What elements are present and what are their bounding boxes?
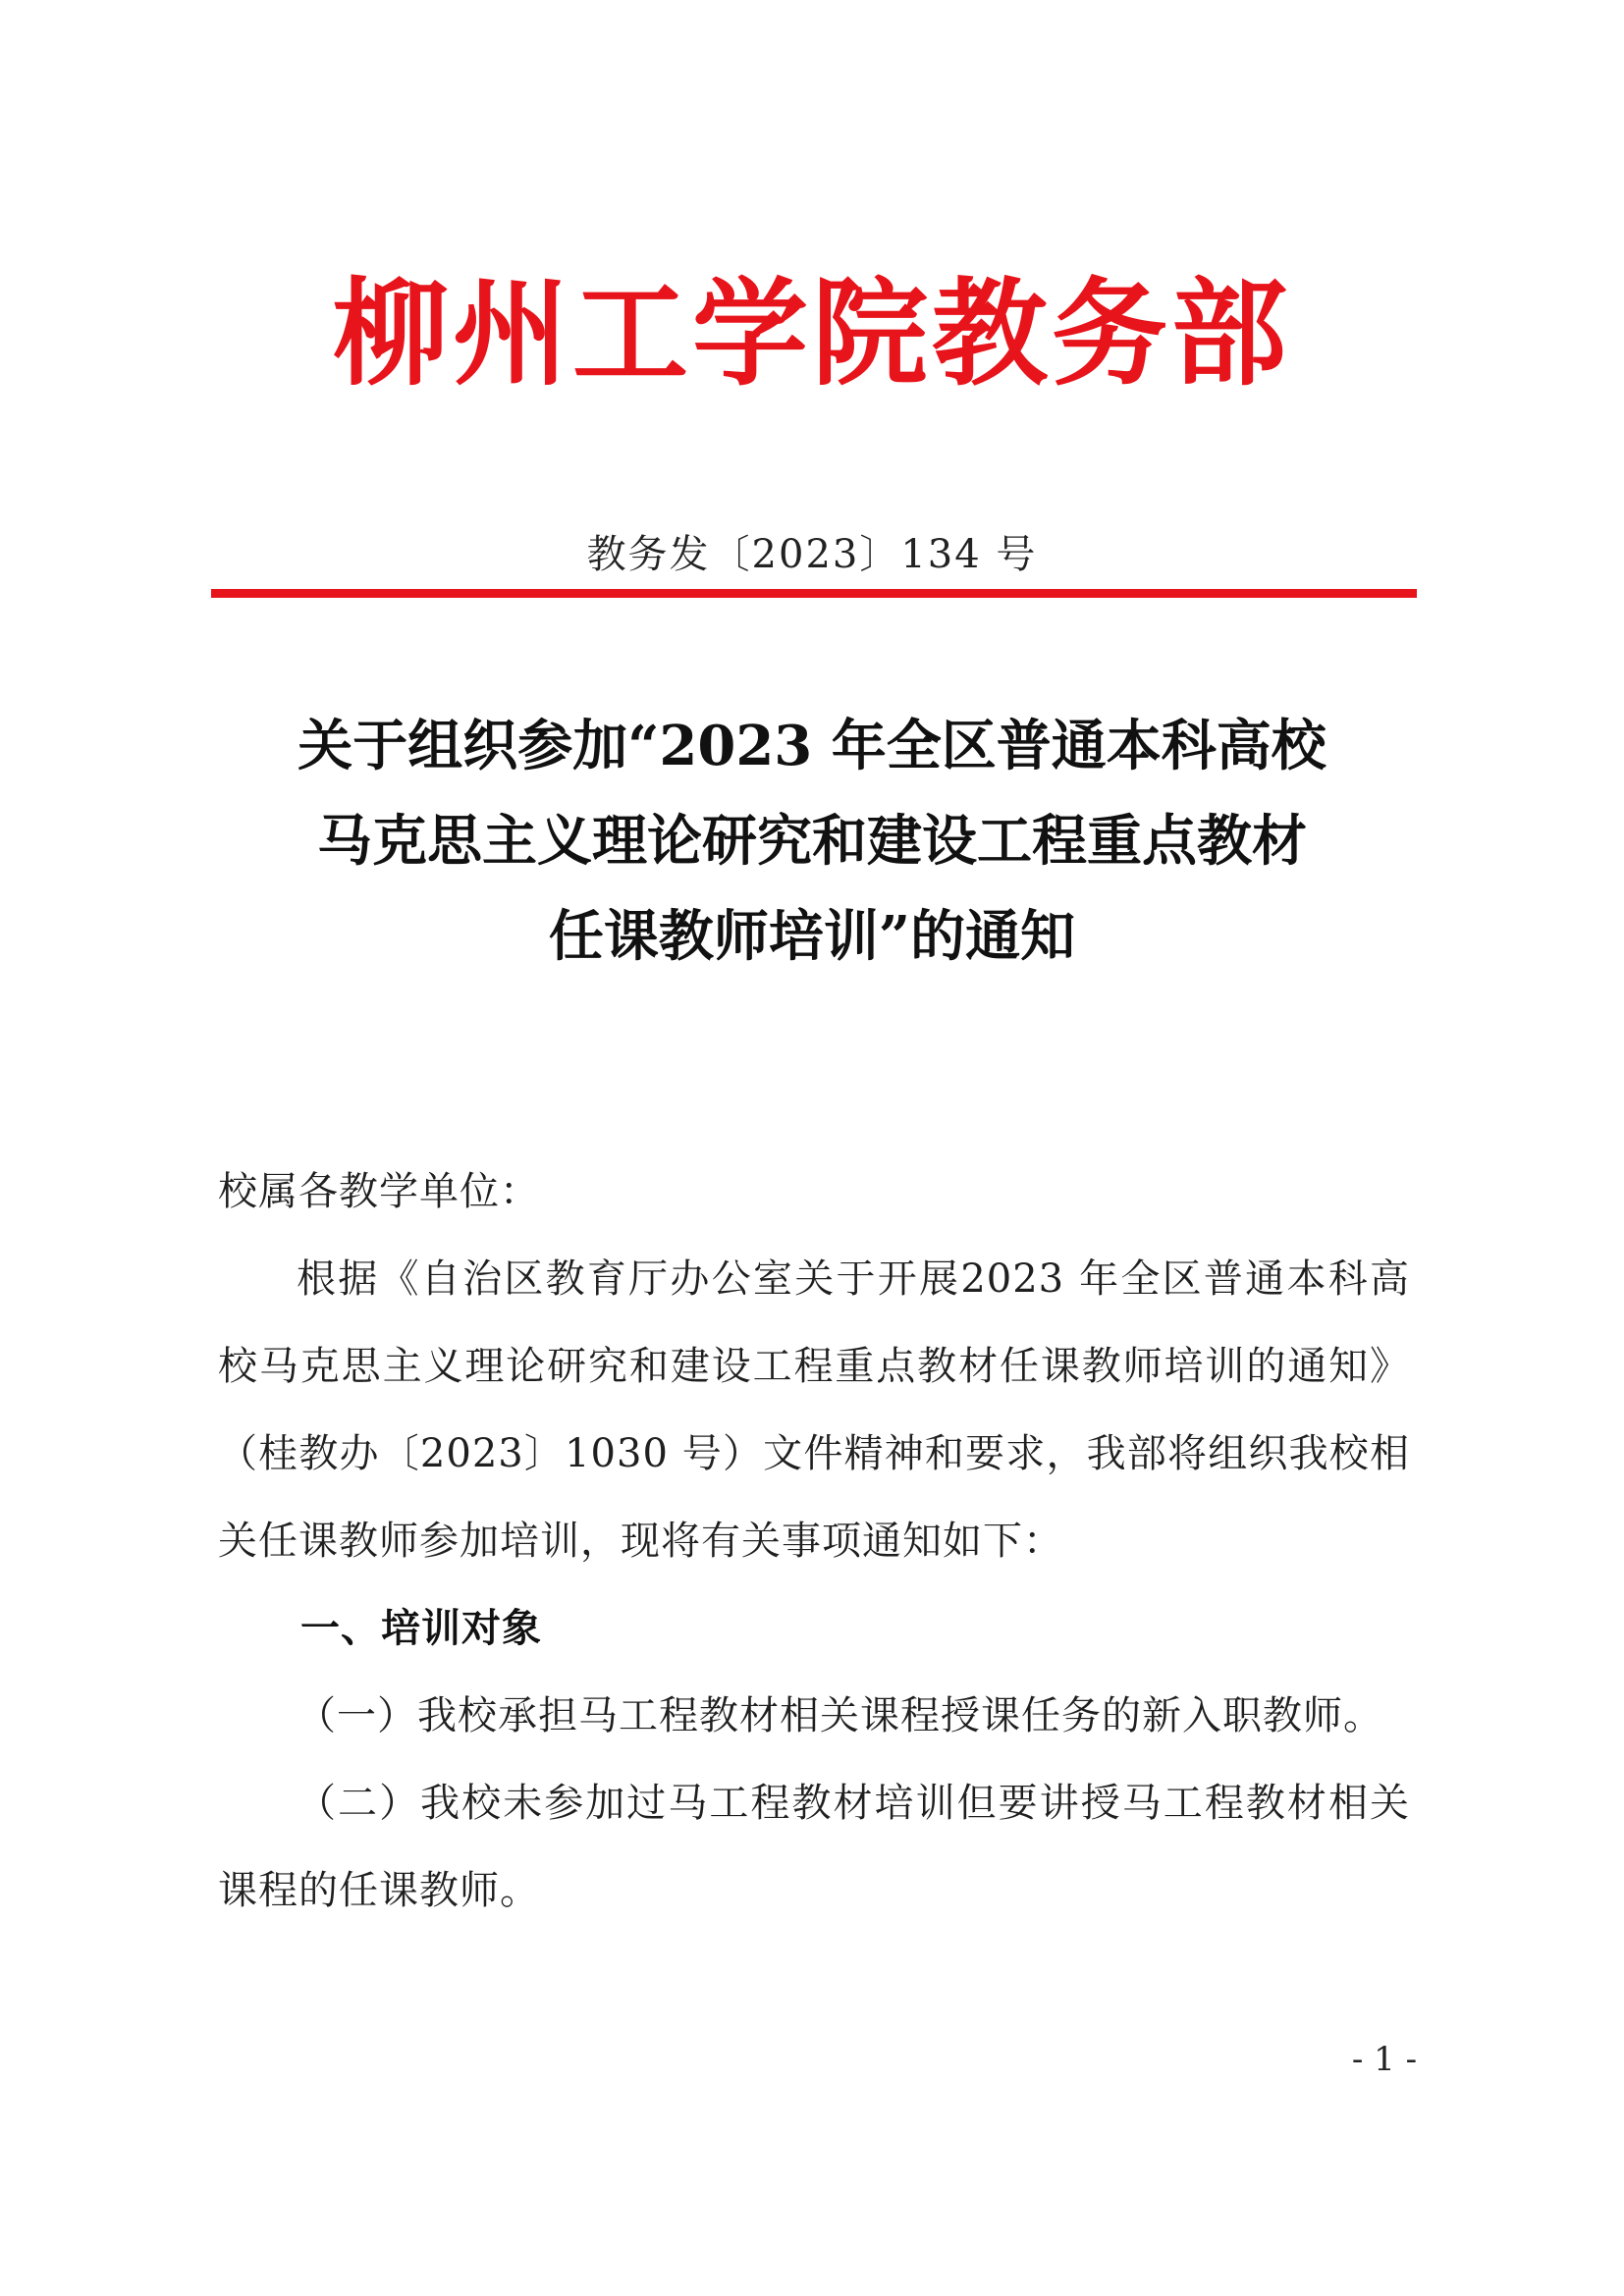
notice-title bbox=[0, 699, 1624, 985]
page-number: - 1 - bbox=[1351, 2040, 1418, 2079]
intro-paragraph: 根据《自治区教育厅办公室关于开展2023 年全区普通本科高校马克思主义理论研究和建设工程重点教材任课教师培训的通知》（桂教办〔2023〕1030 号）文件精神和要求，我部将组织我校相关任课教师参加培训，现将有关事项通知如下： bbox=[218, 1256, 1410, 1564]
target-item-1: （一）我校承担马工程教材相关课程授课任务的新入职教师。 bbox=[297, 1693, 1383, 1738]
red-header-rule bbox=[211, 589, 1417, 598]
salutation: 校属各教学单位： bbox=[218, 1169, 540, 1214]
title-line-1: 关于组织参加“2023 年全区普通本科高校 bbox=[298, 714, 1326, 778]
masthead-org-name: 柳州工学院教务部 bbox=[332, 265, 1291, 401]
section-heading-training-targets: 一、培训对象 bbox=[300, 1606, 542, 1651]
notice-body bbox=[218, 1148, 1410, 1935]
target-item-2: （二）我校未参加过马工程教材培训但要讲授马工程教材相关课程的任课教师。 bbox=[218, 1781, 1410, 1913]
title-line-2: 马克思主义理论研究和建设工程重点教材 bbox=[317, 809, 1307, 874]
title-line-3: 任课教师培训”的通知 bbox=[548, 904, 1076, 969]
document-number: 教务发〔2023〕134 号 bbox=[586, 532, 1038, 577]
